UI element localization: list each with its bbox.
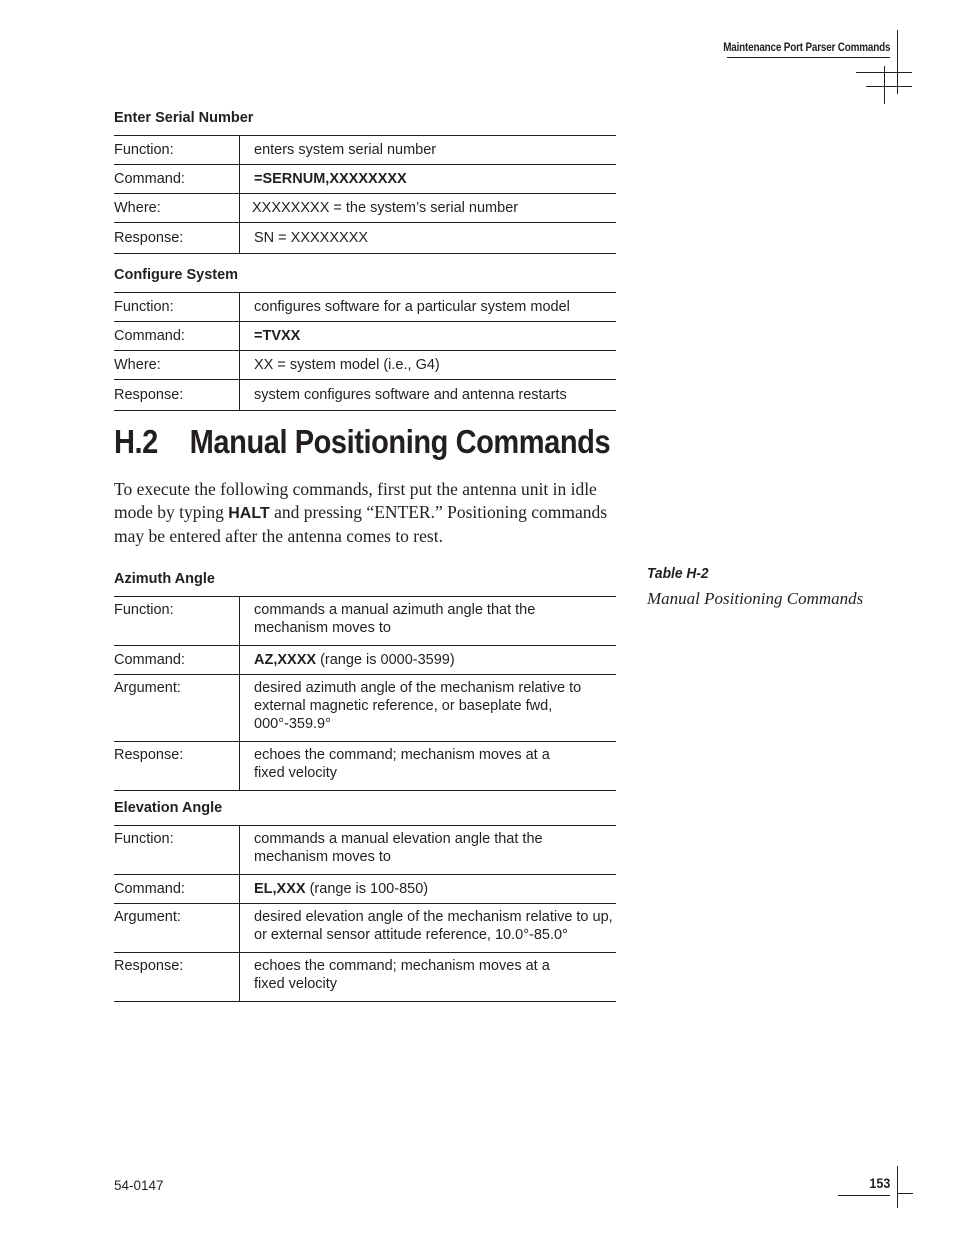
row-label: Command: <box>114 165 240 194</box>
azimuth-angle-table <box>114 596 616 791</box>
intro-text-2: and pressing “ENTER.” Positioning commands may be entered after the antenna comes to rest. <box>114 502 608 546</box>
row-value: =TVXX <box>240 322 617 351</box>
table-row <box>114 646 616 675</box>
header-rule <box>727 57 890 58</box>
crop-mark-horizontal-2 <box>866 86 912 87</box>
command-syntax: EL,XXX <box>254 881 306 897</box>
table-caption-label: Table H-2 <box>647 565 709 582</box>
row-label: Command: <box>114 322 240 351</box>
row-value: system configures software and antenna restarts <box>240 380 617 411</box>
row-label: Argument: <box>114 675 240 742</box>
footer-crop-mark-horizontal <box>897 1193 913 1194</box>
section-number: H.2 <box>114 423 158 460</box>
serial-number-table <box>114 135 616 254</box>
section-title-text: Manual Positioning Commands <box>189 423 611 460</box>
row-label: Response: <box>114 223 240 254</box>
row-value: configures software for a particular system model <box>240 293 617 322</box>
table-row <box>114 597 616 646</box>
row-value: echoes the command; mechanism moves at a fixed velocity <box>240 742 617 791</box>
intro-text-1: To execute the following commands, first put the antenna unit in idle mode by typing <box>114 479 597 522</box>
row-value: =SERNUM,XXXXXXXX <box>240 165 617 194</box>
footer-crop-mark-vertical <box>897 1166 898 1208</box>
command-syntax: AZ,XXXX <box>254 652 317 668</box>
row-value <box>240 875 617 904</box>
table-row <box>114 136 616 165</box>
command-range: (range is 100-850) <box>305 881 429 897</box>
serial-table-heading: Enter Serial Number <box>114 110 254 126</box>
page-number: 153 <box>868 1175 890 1191</box>
row-label: Where: <box>114 194 240 223</box>
crop-mark-vertical <box>897 30 898 94</box>
row-value: commands a manual elevation angle that the mechanism moves to <box>240 826 617 875</box>
running-head: Maintenance Port Parser Commands <box>722 42 890 54</box>
row-value: XXXXXXXX = the system’s serial number <box>240 194 617 223</box>
crop-mark-horizontal <box>856 72 912 73</box>
row-label: Command: <box>114 646 240 675</box>
row-value: desired elevation angle of the mechanism relative to up, or external sensor attitude reference, 10.0°-85.0° <box>240 904 617 953</box>
table-row <box>114 875 616 904</box>
table-row <box>114 293 616 322</box>
row-value: XX = system model (i.e., G4) <box>240 351 617 380</box>
table-row <box>114 826 616 875</box>
row-value: enters system serial number <box>240 136 617 165</box>
command-range: (range is 0000-3599) <box>316 652 455 668</box>
azimuth-table-heading: Azimuth Angle <box>114 571 215 587</box>
table-caption-text: Manual Positioning Commands <box>647 589 864 608</box>
table-row <box>114 675 616 742</box>
row-label: Function: <box>114 136 240 165</box>
elevation-table-heading: Elevation Angle <box>114 800 223 816</box>
table-row <box>114 322 616 351</box>
row-label: Function: <box>114 293 240 322</box>
row-label: Response: <box>114 380 240 411</box>
table-row <box>114 742 616 791</box>
section-title <box>114 423 610 461</box>
configure-table-heading: Configure System <box>114 267 239 283</box>
row-value: SN = XXXXXXXX <box>240 223 617 254</box>
table-row <box>114 904 616 953</box>
row-label: Where: <box>114 351 240 380</box>
table-row <box>114 351 616 380</box>
row-label: Response: <box>114 742 240 791</box>
document-number: 54-0147 <box>114 1178 164 1193</box>
row-label: Command: <box>114 875 240 904</box>
row-value: desired azimuth angle of the mechanism relative to external magnetic reference, or baseplate fwd, 000°-359.9° <box>240 675 617 742</box>
footer-rule <box>838 1195 890 1196</box>
row-label: Function: <box>114 597 240 646</box>
table-row <box>114 223 616 254</box>
table-row <box>114 165 616 194</box>
row-value: commands a manual azimuth angle that the mechanism moves to <box>240 597 617 646</box>
intro-paragraph <box>114 478 624 548</box>
row-label: Argument: <box>114 904 240 953</box>
row-label: Response: <box>114 953 240 1002</box>
table-row <box>114 953 616 1002</box>
row-label: Function: <box>114 826 240 875</box>
table-row <box>114 380 616 411</box>
halt-keyword: HALT <box>228 505 270 522</box>
table-row <box>114 194 616 223</box>
row-value <box>240 646 617 675</box>
row-value: echoes the command; mechanism moves at a fixed velocity <box>240 953 617 1002</box>
elevation-angle-table <box>114 825 616 1002</box>
configure-system-table <box>114 292 616 411</box>
